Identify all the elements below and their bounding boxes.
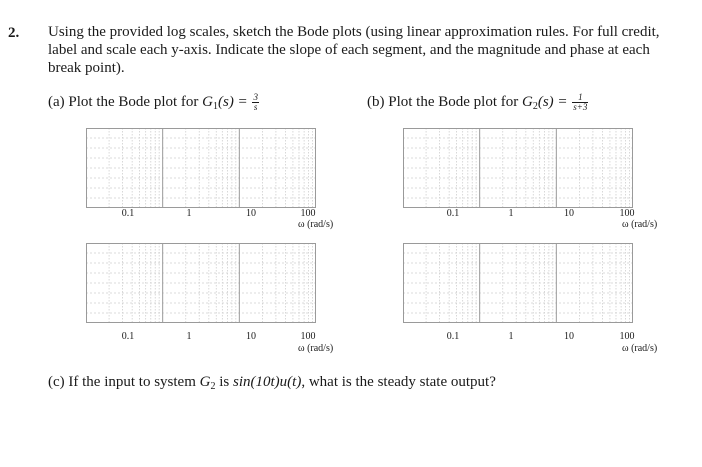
part-a-arg: (s) = bbox=[217, 93, 252, 110]
part-c-fn-sub: 2 bbox=[210, 381, 216, 392]
plot-b-phase-omega-label: ω (rad/s) bbox=[622, 343, 658, 354]
plot-a-mag-tick-2: 10 bbox=[246, 208, 256, 219]
part-a-title bbox=[48, 93, 260, 112]
part-c-question bbox=[48, 374, 496, 392]
part-b-fraction bbox=[572, 93, 588, 112]
part-b-title bbox=[367, 93, 589, 112]
part-c-suffix: , what is the steady state output? bbox=[301, 374, 496, 390]
part-b-denominator: s+3 bbox=[573, 102, 588, 112]
part-a-fraction bbox=[252, 93, 259, 112]
plot-a-phase-tick-3: 100 bbox=[300, 331, 316, 342]
plot-b-mag-tick-0: 0.1 bbox=[446, 208, 460, 219]
part-c-fn: G bbox=[199, 374, 211, 390]
plot-a-phase-tick-1: 1 bbox=[186, 331, 192, 342]
plot-b-mag-tick-2: 10 bbox=[564, 208, 574, 219]
plot-b-phase-tick-0: 0.1 bbox=[446, 331, 460, 342]
part-c-prefix: (c) If the input to system bbox=[48, 374, 200, 390]
plot-b-mag-tick-3: 100 bbox=[619, 208, 635, 219]
part-c-expression: sin(10t)u(t) bbox=[233, 374, 302, 390]
plot-a-mag-tick-1: 1 bbox=[186, 208, 192, 219]
plot-b-magnitude-grid[interactable] bbox=[403, 128, 633, 208]
plot-a-magnitude-grid[interactable] bbox=[86, 128, 316, 208]
plot-b-mag-tick-1: 1 bbox=[508, 208, 514, 219]
semilog-grid-svg bbox=[403, 243, 633, 323]
part-b-prefix: (b) Plot the Bode plot for bbox=[367, 93, 522, 110]
plot-a-phase-tick-2: 10 bbox=[246, 331, 256, 342]
question-text: Using the provided log scales, sketch the Bode plots (using linear approximation rules. For full credit, label and scale each y-axis. Indicate the slope of each segment, and the magnitude and phase at each break point). bbox=[48, 24, 660, 76]
plot-b-phase-tick-1: 1 bbox=[508, 331, 514, 342]
part-c-middle: is bbox=[215, 374, 233, 390]
semilog-grid-svg bbox=[86, 128, 316, 208]
semilog-grid-svg bbox=[403, 128, 633, 208]
plot-a-phase-grid[interactable] bbox=[86, 243, 316, 323]
plot-a-phase-tick-0: 0.1 bbox=[121, 331, 135, 342]
plot-a-phase-omega-label: ω (rad/s) bbox=[298, 343, 334, 354]
plot-b-mag-omega-label: ω (rad/s) bbox=[622, 219, 658, 230]
part-b-fn-sub: 2 bbox=[532, 100, 538, 112]
part-a-prefix: (a) Plot the Bode plot for bbox=[48, 93, 203, 110]
part-a-denominator: s bbox=[253, 102, 258, 112]
plot-a-mag-tick-0: 0.1 bbox=[121, 208, 135, 219]
part-a-fn-sub: 1 bbox=[212, 100, 218, 112]
part-a-fn: G bbox=[202, 93, 213, 110]
part-b-fn: G bbox=[521, 93, 533, 110]
part-b-numerator: 1 bbox=[572, 93, 588, 103]
plot-a-mag-tick-3: 100 bbox=[300, 208, 316, 219]
plot-b-phase-grid[interactable] bbox=[403, 243, 633, 323]
part-a-numerator: 3 bbox=[253, 92, 258, 102]
semilog-grid-svg bbox=[86, 243, 316, 323]
plot-b-phase-tick-3: 100 bbox=[619, 331, 635, 342]
plot-b-phase-tick-2: 10 bbox=[564, 331, 574, 342]
part-b-arg: (s) = bbox=[537, 93, 572, 110]
question-number: 2. bbox=[8, 25, 20, 41]
plot-a-mag-omega-label: ω (rad/s) bbox=[298, 219, 334, 230]
